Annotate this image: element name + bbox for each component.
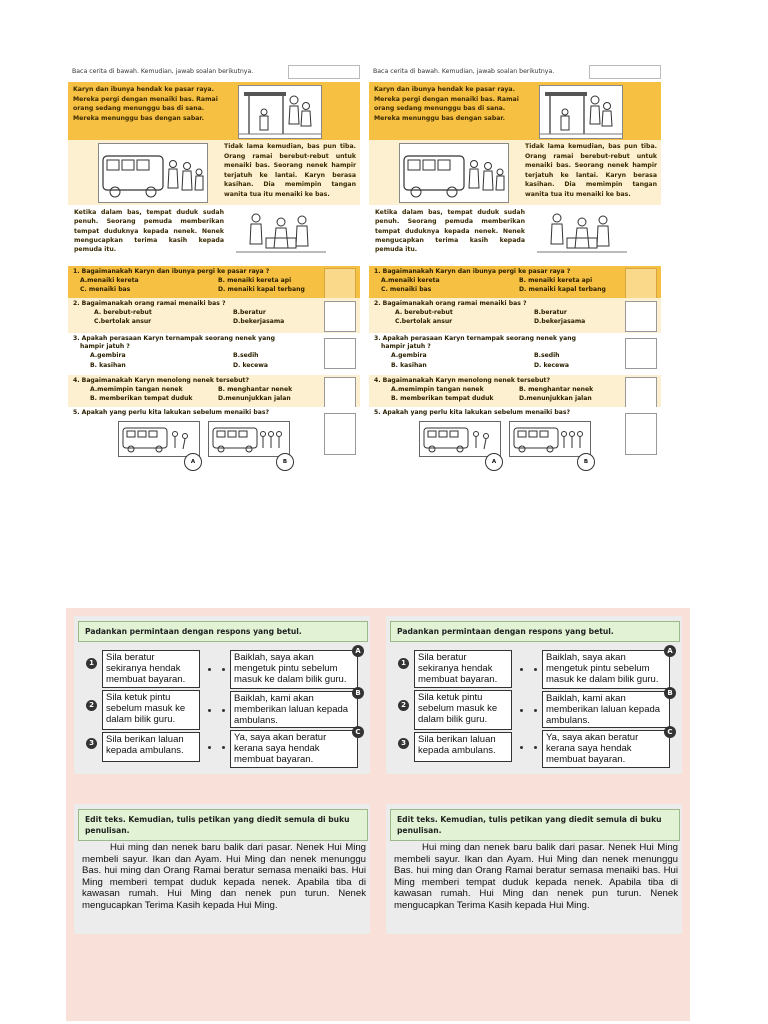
question-1-option-a[interactable]: A.menaiki kereta (80, 277, 139, 284)
bus-boarding-illustration (98, 143, 208, 203)
question-2-option-c[interactable]: C.bertolak ansur (94, 318, 152, 325)
question-5-answer-box[interactable] (324, 413, 356, 455)
question-3-text-line-2: hampir jatuh ? (381, 343, 431, 350)
question-1-answer-box[interactable] (625, 268, 657, 299)
question-2 (68, 298, 360, 333)
option-a-circle[interactable]: A (485, 453, 503, 471)
bus-seat-illustration (236, 208, 326, 256)
question-1-option-d[interactable]: D. menaiki kapal terbang (519, 286, 606, 293)
question-1-option-d[interactable]: D. menaiki kapal terbang (218, 286, 305, 293)
question-4-option-a[interactable]: A.memimpin tangan nenek (90, 386, 183, 393)
question-4-option-c[interactable]: B. memberikan tempat duduk (391, 395, 494, 402)
worksheet-instruction: Baca cerita di bawah. Kemudian, jawab soalan berikutnya. (72, 68, 254, 75)
option-b-bus-illustration (208, 421, 290, 457)
response-b-dot[interactable] (222, 709, 225, 712)
edit-passage (82, 842, 366, 912)
question-1-option-c[interactable]: C. menaiki bas (80, 286, 131, 293)
request-1-dot[interactable] (208, 668, 211, 671)
response-a-dot[interactable] (222, 668, 225, 671)
question-3-text: 3. Apakah perasaan Karyn ternampak seorang nenek yang (374, 335, 576, 342)
number-badge-3: 3 (398, 738, 409, 749)
number-badge-1: 1 (86, 658, 97, 669)
worksheet-instruction: Baca cerita di bawah. Kemudian, jawab soalan berikutnya. (373, 68, 555, 75)
letter-badge-a: A (664, 645, 676, 657)
letter-badge-b: B (664, 687, 676, 699)
question-5-answer-box[interactable] (625, 413, 657, 455)
question-1-option-b[interactable]: B. menaiki kereta api (519, 277, 593, 284)
question-4 (369, 375, 661, 407)
match-card-left (74, 616, 370, 774)
question-4 (68, 375, 360, 407)
question-4-text: 4. Bagaimanakah Karyn menolong nenek tersebut? (374, 377, 550, 384)
edit-card-left (74, 804, 370, 934)
question-2 (369, 298, 661, 333)
response-c-dot[interactable] (534, 746, 537, 749)
response-c: Ya, saya akan beratur kerana saya hendak membuat bayaran. (230, 730, 358, 768)
question-3-option-c[interactable]: B. kasihan (90, 362, 126, 369)
story-paragraph-2-band (68, 140, 360, 205)
question-2-option-d[interactable]: D.bekerjasama (233, 318, 285, 325)
story-paragraph-2: Tidak lama kemudian, bas pun tiba. Orang ramai berebut-rebut untuk menaiki bas. Seorang nenek hampir terjatuh ke lantai. Karyn berasa kasihan. Dia memimpin tangan wanita tua itu menaiki ke bas. (224, 143, 356, 198)
edit-passage (394, 842, 678, 912)
response-c-dot[interactable] (222, 746, 225, 749)
question-2-text: 2. Bagaimanakah orang ramai menaiki bas ? (73, 300, 226, 307)
bus-stop-illustration (238, 85, 322, 139)
request-3: Sila berikan laluan kepada ambulans. (102, 732, 200, 762)
question-4-answer-box[interactable] (324, 377, 356, 408)
question-3-option-d[interactable]: D. kecewa (534, 362, 570, 369)
question-3-option-a[interactable]: A.gembira (90, 352, 126, 359)
question-3-option-a[interactable]: A.gembira (391, 352, 427, 359)
number-badge-1: 1 (398, 658, 409, 669)
request-1: Sila beratur sekiranya hendak membuat bayaran. (102, 650, 200, 688)
story-paragraph-1: Karyn dan ibunya hendak ke pasar raya. Mereka pergi dengan menaiki bas. Ramai orang sedang menunggu bas di sana. Mereka menunggu bas dengan sabar. (374, 86, 519, 122)
worksheet-left (66, 64, 362, 476)
question-1-text: 1. Bagaimanakah Karyn dan ibunya pergi ke pasar raya ? (374, 268, 571, 275)
question-2-option-b[interactable]: B.beratur (534, 309, 567, 316)
number-badge-2: 2 (86, 700, 97, 711)
story-paragraph-2-band (369, 140, 661, 205)
question-3-option-b[interactable]: B.sedih (534, 352, 560, 359)
option-b-bus-illustration (509, 421, 591, 457)
response-c: Ya, saya akan beratur kerana saya hendak membuat bayaran. (542, 730, 670, 768)
story-paragraph-1-band (369, 82, 661, 140)
story-paragraph-3-band (68, 205, 360, 259)
question-1-answer-box[interactable] (324, 268, 356, 299)
match-card-right (386, 616, 682, 774)
story-paragraph-3: Ketika dalam bas, tempat duduk sudah penuh. Seorang pemuda memberikan tempat duduknya kepada nenek. Nenek mengucapkan terima kasih kepada pemuda itu. (375, 209, 525, 254)
question-4-option-d[interactable]: D.menunjukkan jalan (519, 395, 592, 402)
bottom-activity-panel (66, 608, 690, 1021)
question-1-option-b[interactable]: B. menaiki kereta api (218, 277, 292, 284)
request-3-dot[interactable] (520, 746, 523, 749)
question-2-answer-box[interactable] (625, 301, 657, 332)
question-3-option-c[interactable]: B. kasihan (391, 362, 427, 369)
question-3-text-line-2: hampir jatuh ? (80, 343, 130, 350)
number-badge-2: 2 (398, 700, 409, 711)
question-4-option-b[interactable]: B. menghantar nenek (519, 386, 594, 393)
story-paragraph-3-band (369, 205, 661, 259)
edit-passage-text: Hui ming dan nenek baru balik dari pasar. Nenek Hui Ming membeli sayur. Ikan dan Ayam. Hui Ming dan nenek menunggu Bas. hui ming dan Orang Ramai beratur semasa menaiki bas. Hui Ming memberi tempat duduk kepada nenek. Apabila tiba di kawasan rumah. Hui Ming dan nenek pun turun. Nenek mengucapkan Terima Kasih kepada Hui Ming. (82, 842, 366, 911)
worksheet-right (367, 64, 663, 476)
letter-badge-c: C (664, 726, 676, 738)
name-box[interactable] (288, 65, 360, 79)
request-1: Sila beratur sekiranya hendak membuat bayaran. (414, 650, 512, 688)
story-paragraph-2: Tidak lama kemudian, bas pun tiba. Orang ramai berebut-rebut untuk menaiki bas. Seorang nenek hampir terjatuh ke lantai. Karyn berasa kasihan. Dia memimpin tangan wanita tua itu menaiki ke bas. (525, 143, 657, 198)
request-3-dot[interactable] (208, 746, 211, 749)
question-5-text: 5. Apakah yang perlu kita lakukan sebelum menaiki bas? (73, 409, 270, 416)
edit-card-title: Edit teks. Kemudian, tulis petikan yang diedit semula di buku penulisan. (390, 809, 680, 841)
question-5-text: 5. Apakah yang perlu kita lakukan sebelum menaiki bas? (374, 409, 571, 416)
option-a-bus-illustration (118, 421, 200, 457)
question-1 (369, 266, 661, 298)
question-4-option-d[interactable]: D.menunjukkan jalan (218, 395, 291, 402)
question-3-option-b[interactable]: B.sedih (233, 352, 259, 359)
question-5 (68, 407, 360, 471)
request-2-dot[interactable] (208, 709, 211, 712)
option-a-bus-illustration (419, 421, 501, 457)
question-2-option-a[interactable]: A. berebut-rebut (395, 309, 453, 316)
question-2-option-a[interactable]: A. berebut-rebut (94, 309, 152, 316)
bus-stop-illustration (539, 85, 623, 139)
response-a-dot[interactable] (534, 668, 537, 671)
response-b: Baiklah, kami akan memberikan laluan kepada ambulans. (230, 691, 358, 728)
request-3: Sila berikan laluan kepada ambulans. (414, 732, 512, 762)
question-3-option-d[interactable]: D. kecewa (233, 362, 269, 369)
edit-passage-text: Hui ming dan nenek baru balik dari pasar. Nenek Hui Ming membeli sayur. Ikan dan Ayam. Hui Ming dan nenek menunggu Bas. hui ming dan Orang Ramai beratur semasa menaiki bas. Hui Ming memberi tempat duduk kepada nenek. Apabila tiba di kawasan rumah. Hui Ming dan nenek pun turun. Nenek mengucapkan Terima Kasih kepada Hui Ming. (394, 842, 678, 911)
question-4-answer-box[interactable] (625, 377, 657, 408)
name-box[interactable] (589, 65, 661, 79)
response-b-dot[interactable] (534, 709, 537, 712)
question-5 (369, 407, 661, 471)
question-3 (68, 333, 360, 375)
question-3-text: 3. Apakah perasaan Karyn ternampak seorang nenek yang (73, 335, 275, 342)
match-card-title: Padankan permintaan dengan respons yang betul. (390, 621, 680, 642)
letter-badge-c: C (352, 726, 364, 738)
question-2-answer-box[interactable] (324, 301, 356, 332)
request-1-dot[interactable] (520, 668, 523, 671)
option-b-circle[interactable]: B (276, 453, 294, 471)
edit-card-right (386, 804, 682, 934)
question-3-answer-box[interactable] (625, 338, 657, 369)
question-4-option-c[interactable]: B. memberikan tempat duduk (90, 395, 193, 402)
letter-badge-a: A (352, 645, 364, 657)
question-2-option-d[interactable]: D.bekerjasama (534, 318, 586, 325)
question-1 (68, 266, 360, 298)
question-1-option-c[interactable]: C. menaiki bas (381, 286, 432, 293)
request-2: Sila ketuk pintu sebelum masuk ke dalam bilik guru. (102, 690, 200, 730)
question-2-option-b[interactable]: B.beratur (233, 309, 266, 316)
story-paragraph-3: Ketika dalam bas, tempat duduk sudah penuh. Seorang pemuda memberikan tempat duduknya kepada nenek. Nenek mengucapkan terima kasih kepada pemuda itu. (74, 209, 224, 254)
story-paragraph-1-band (68, 82, 360, 140)
letter-badge-b: B (352, 687, 364, 699)
question-1-text: 1. Bagaimanakah Karyn dan ibunya pergi ke pasar raya ? (73, 268, 270, 275)
question-4-option-a[interactable]: A.memimpin tangan nenek (391, 386, 484, 393)
match-card-title: Padankan permintaan dengan respons yang betul. (78, 621, 368, 642)
response-a: Baiklah, saya akan mengetuk pintu sebelum masuk ke dalam bilik guru. (542, 650, 670, 689)
response-a: Baiklah, saya akan mengetuk pintu sebelum masuk ke dalam bilik guru. (230, 650, 358, 689)
question-2-option-c[interactable]: C.bertolak ansur (395, 318, 453, 325)
question-2-text: 2. Bagaimanakah orang ramai menaiki bas ? (374, 300, 527, 307)
request-2: Sila ketuk pintu sebelum masuk ke dalam bilik guru. (414, 690, 512, 730)
question-3-answer-box[interactable] (324, 338, 356, 369)
edit-card-title: Edit teks. Kemudian, tulis petikan yang diedit semula di buku penulisan. (78, 809, 368, 841)
bus-boarding-illustration (399, 143, 509, 203)
option-a-circle[interactable]: A (184, 453, 202, 471)
option-b-circle[interactable]: B (577, 453, 595, 471)
question-3 (369, 333, 661, 375)
question-1-option-a[interactable]: A.menaiki kereta (381, 277, 440, 284)
request-2-dot[interactable] (520, 709, 523, 712)
number-badge-3: 3 (86, 738, 97, 749)
question-4-text: 4. Bagaimanakah Karyn menolong nenek tersebut? (73, 377, 249, 384)
response-b: Baiklah, kami akan memberikan laluan kepada ambulans. (542, 691, 670, 728)
question-4-option-b[interactable]: B. menghantar nenek (218, 386, 293, 393)
story-paragraph-1: Karyn dan ibunya hendak ke pasar raya. Mereka pergi dengan menaiki bas. Ramai orang sedang menunggu bas di sana. Mereka menunggu bas dengan sabar. (73, 86, 218, 122)
bus-seat-illustration (537, 208, 627, 256)
